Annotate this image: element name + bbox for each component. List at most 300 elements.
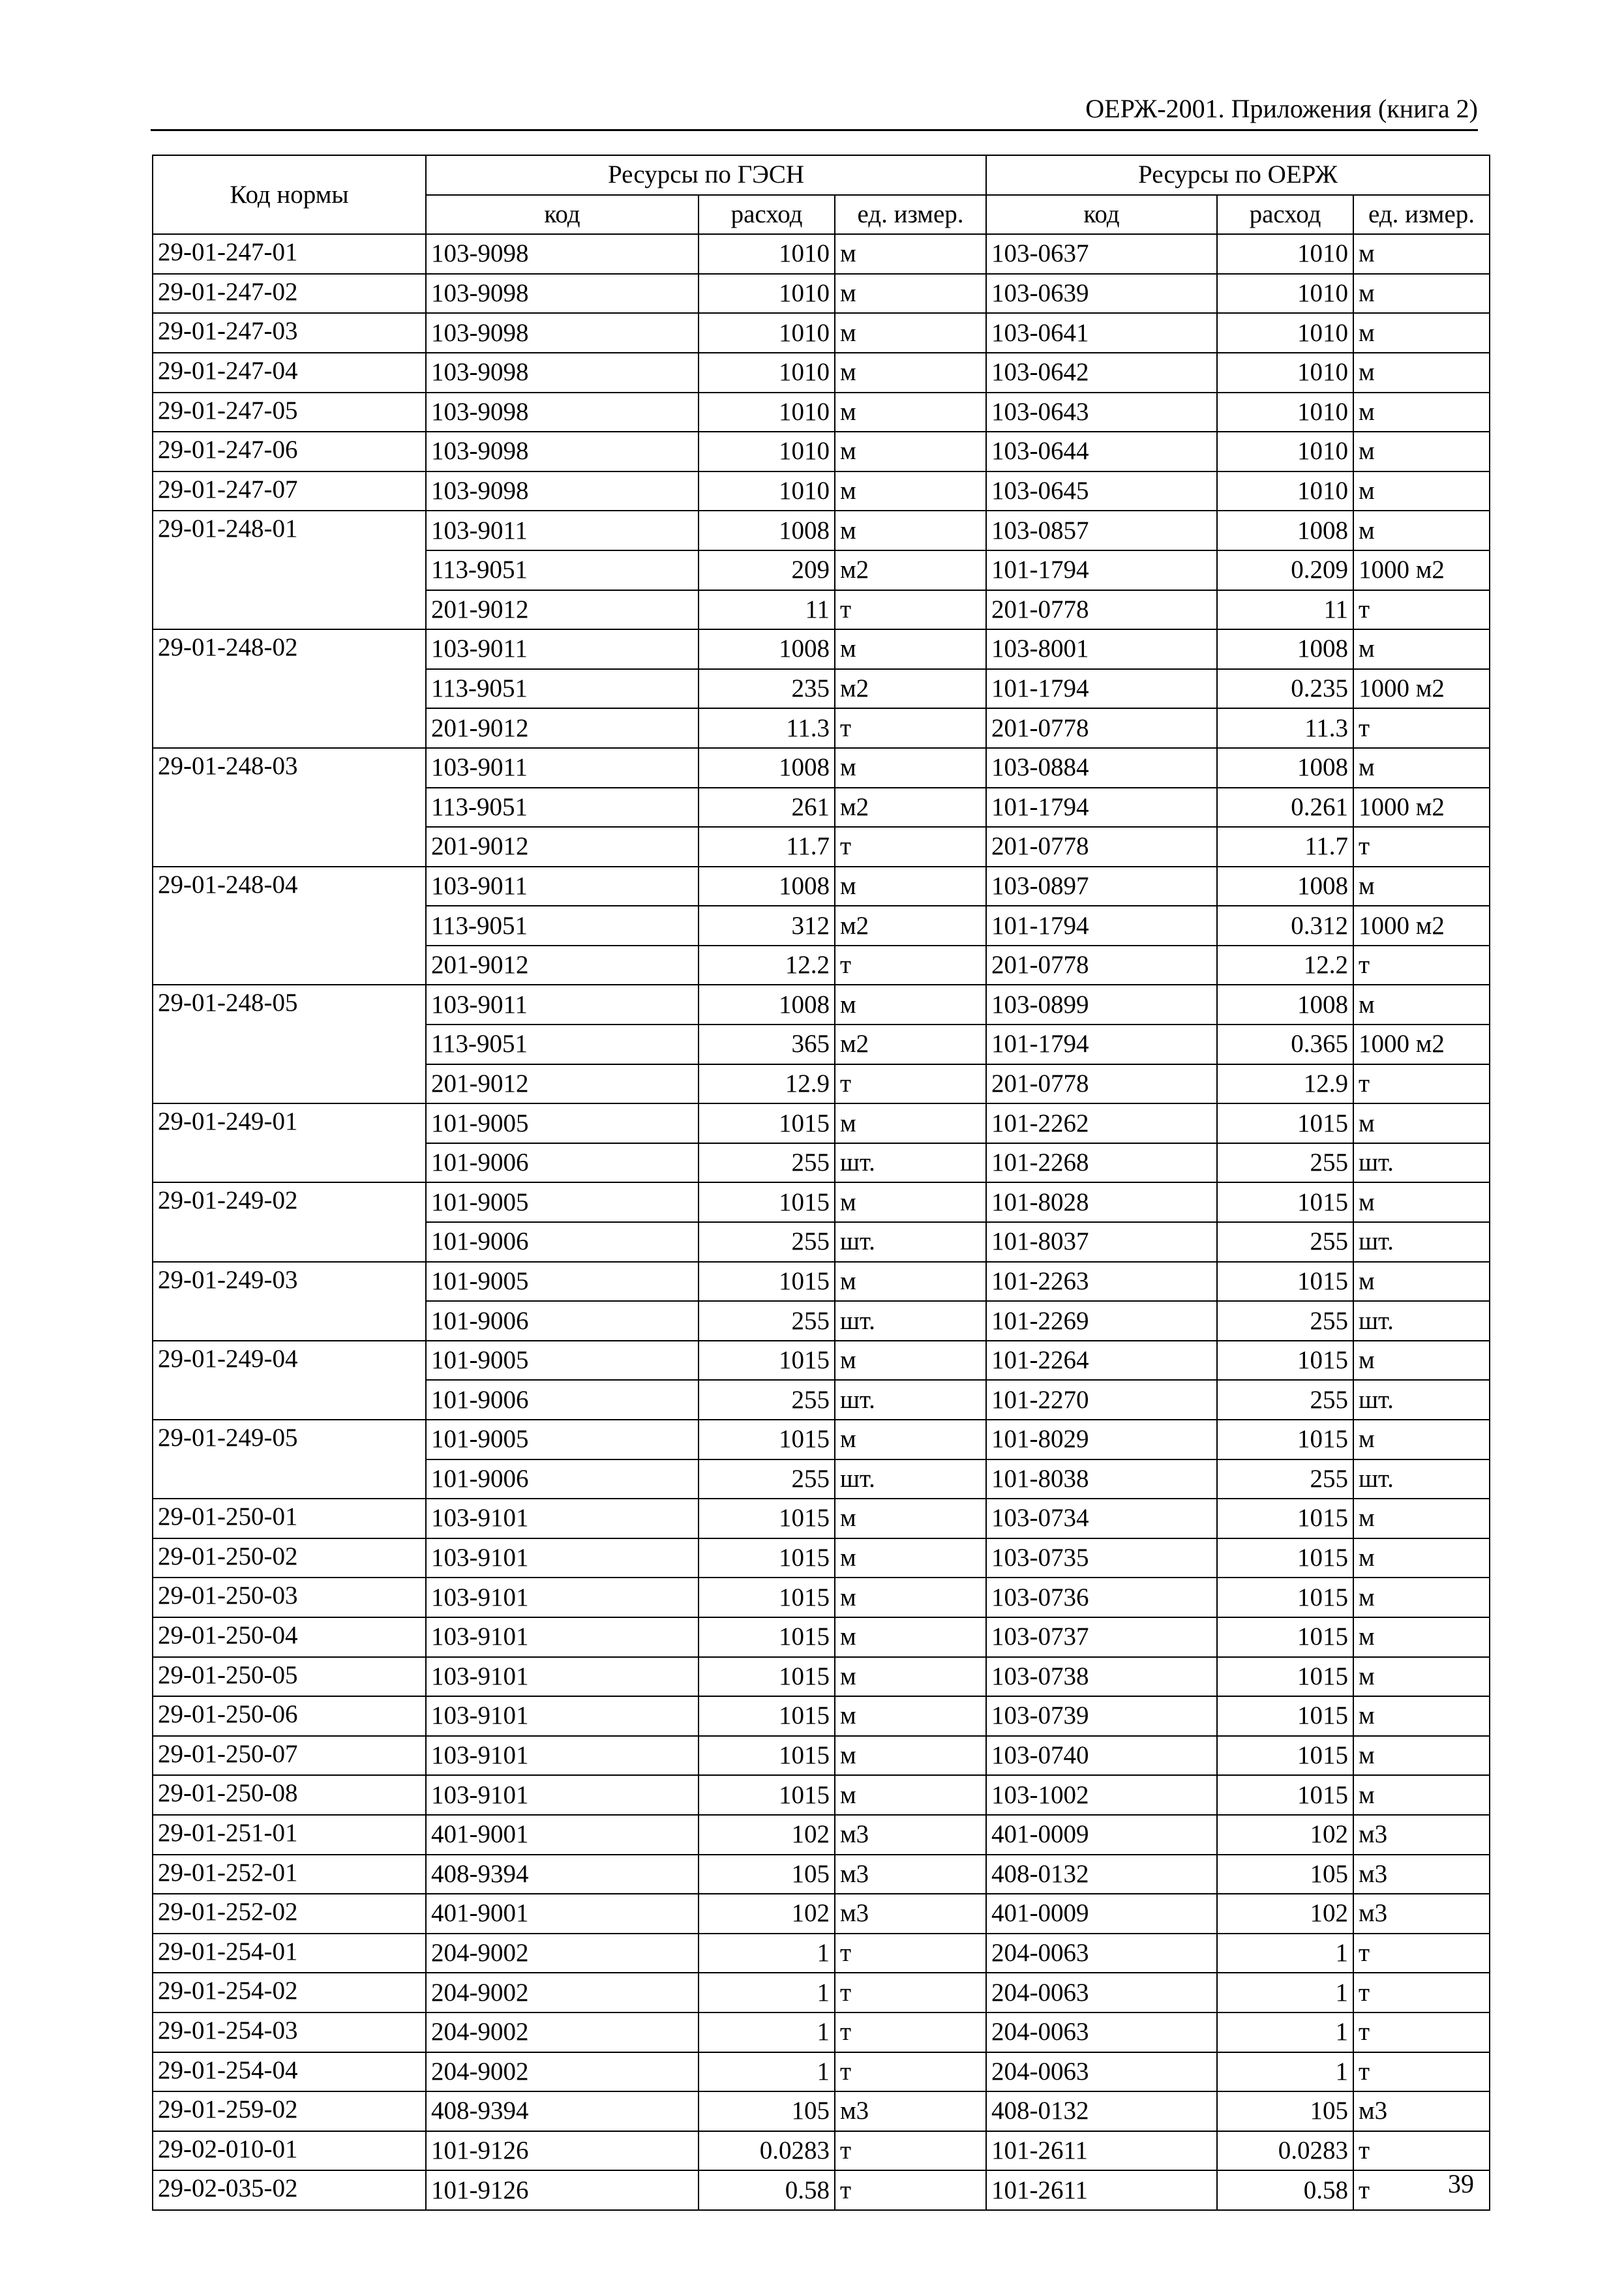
table-header bbox=[153, 155, 1490, 234]
table-row bbox=[153, 1538, 1490, 1578]
table-row bbox=[153, 2052, 1490, 2092]
norm-code-cell: 29-01-249-02 bbox=[153, 1182, 426, 1261]
gesn-code-cell: 101-9126 bbox=[426, 2131, 699, 2171]
norm-code-cell: 29-01-248-03 bbox=[153, 748, 426, 867]
norm-code-cell: 29-01-250-03 bbox=[153, 1578, 426, 1617]
oerzh-code-cell: 101-2262 bbox=[986, 1103, 1217, 1143]
oerzh-unit-cell: т bbox=[1353, 2012, 1490, 2052]
gesn-rate-cell: 209 bbox=[699, 550, 835, 590]
oerzh-rate-cell: 255 bbox=[1217, 1222, 1353, 1262]
oerzh-code-cell: 103-0739 bbox=[986, 1696, 1217, 1736]
table-row bbox=[153, 2091, 1490, 2131]
oerzh-unit-cell: м bbox=[1353, 1420, 1490, 1459]
oerzh-code-cell: 201-0778 bbox=[986, 1064, 1217, 1104]
oerzh-rate-cell: 11 bbox=[1217, 590, 1353, 630]
oerzh-rate-cell: 255 bbox=[1217, 1380, 1353, 1420]
oerzh-unit-cell: шт. bbox=[1353, 1459, 1490, 1499]
norm-code-cell: 29-01-259-02 bbox=[153, 2091, 426, 2131]
oerzh-unit-cell: м bbox=[1353, 1657, 1490, 1697]
oerzh-rate-cell: 1015 bbox=[1217, 1499, 1353, 1538]
oerzh-unit-cell: м bbox=[1353, 511, 1490, 550]
norm-code-cell: 29-01-252-01 bbox=[153, 1855, 426, 1894]
gesn-unit-cell: м bbox=[835, 985, 986, 1025]
gesn-code-cell: 101-9005 bbox=[426, 1182, 699, 1222]
gesn-rate-cell: 1008 bbox=[699, 867, 835, 906]
oerzh-unit-cell: м bbox=[1353, 1775, 1490, 1815]
norm-code-cell: 29-01-249-01 bbox=[153, 1103, 426, 1182]
gesn-rate-cell: 11 bbox=[699, 590, 835, 630]
oerzh-code-cell: 101-1794 bbox=[986, 906, 1217, 946]
oerzh-rate-cell: 255 bbox=[1217, 1301, 1353, 1341]
gesn-rate-cell: 105 bbox=[699, 2091, 835, 2131]
oerzh-rate-cell: 102 bbox=[1217, 1894, 1353, 1934]
col-gesn-unit-header: ед. измер. bbox=[835, 195, 986, 235]
oerzh-rate-cell: 0.312 bbox=[1217, 906, 1353, 946]
oerzh-code-cell: 103-0644 bbox=[986, 432, 1217, 471]
oerzh-code-cell: 101-2268 bbox=[986, 1143, 1217, 1183]
table-row bbox=[153, 1420, 1490, 1459]
oerzh-code-cell: 101-8029 bbox=[986, 1420, 1217, 1459]
oerzh-code-cell: 401-0009 bbox=[986, 1894, 1217, 1934]
oerzh-unit-cell: 1000 м2 bbox=[1353, 906, 1490, 946]
gesn-unit-cell: т bbox=[835, 1934, 986, 1973]
gesn-code-cell: 101-9006 bbox=[426, 1380, 699, 1420]
gesn-code-cell: 408-9394 bbox=[426, 1855, 699, 1894]
gesn-code-cell: 103-9098 bbox=[426, 393, 699, 432]
oerzh-code-cell: 201-0778 bbox=[986, 946, 1217, 985]
gesn-unit-cell: м bbox=[835, 1182, 986, 1222]
gesn-code-cell: 101-9006 bbox=[426, 1301, 699, 1341]
gesn-unit-cell: м bbox=[835, 313, 986, 353]
gesn-unit-cell: шт. bbox=[835, 1222, 986, 1262]
table-row bbox=[153, 867, 1490, 906]
oerzh-code-cell: 101-2611 bbox=[986, 2170, 1217, 2210]
oerzh-code-cell: 101-1794 bbox=[986, 1025, 1217, 1064]
gesn-code-cell: 113-9051 bbox=[426, 550, 699, 590]
oerzh-code-cell: 101-8037 bbox=[986, 1222, 1217, 1262]
resource-mapping-table bbox=[152, 155, 1490, 2211]
table-row bbox=[153, 1103, 1490, 1143]
gesn-unit-cell: м bbox=[835, 1775, 986, 1815]
norm-code-cell: 29-01-249-04 bbox=[153, 1341, 426, 1420]
gesn-unit-cell: м bbox=[835, 274, 986, 314]
norm-code-cell: 29-01-249-05 bbox=[153, 1420, 426, 1499]
oerzh-rate-cell: 0.58 bbox=[1217, 2170, 1353, 2210]
table-row bbox=[153, 1815, 1490, 1855]
gesn-code-cell: 103-9098 bbox=[426, 471, 699, 511]
oerzh-code-cell: 204-0063 bbox=[986, 1934, 1217, 1973]
gesn-rate-cell: 255 bbox=[699, 1301, 835, 1341]
norm-code-cell: 29-01-254-01 bbox=[153, 1934, 426, 1973]
norm-code-cell: 29-01-250-08 bbox=[153, 1775, 426, 1815]
oerzh-unit-cell: м bbox=[1353, 1182, 1490, 1222]
oerzh-unit-cell: т bbox=[1353, 2052, 1490, 2092]
norm-code-cell: 29-02-035-02 bbox=[153, 2170, 426, 2210]
oerzh-rate-cell: 1008 bbox=[1217, 511, 1353, 550]
table-row bbox=[153, 2012, 1490, 2052]
gesn-code-cell: 103-9098 bbox=[426, 313, 699, 353]
table-row bbox=[153, 1696, 1490, 1736]
running-header: ОЕРЖ-2001. Приложения (книга 2) bbox=[151, 93, 1478, 131]
gesn-rate-cell: 1008 bbox=[699, 511, 835, 550]
table-row bbox=[153, 985, 1490, 1025]
gesn-code-cell: 204-9002 bbox=[426, 1934, 699, 1973]
gesn-rate-cell: 0.58 bbox=[699, 2170, 835, 2210]
gesn-code-cell: 113-9051 bbox=[426, 906, 699, 946]
table-row bbox=[153, 1736, 1490, 1776]
gesn-code-cell: 408-9394 bbox=[426, 2091, 699, 2131]
table-row bbox=[153, 1262, 1490, 1302]
oerzh-code-cell: 103-0897 bbox=[986, 867, 1217, 906]
gesn-unit-cell: м bbox=[835, 1499, 986, 1538]
gesn-rate-cell: 1015 bbox=[699, 1420, 835, 1459]
oerzh-rate-cell: 1008 bbox=[1217, 867, 1353, 906]
oerzh-code-cell: 201-0778 bbox=[986, 590, 1217, 630]
gesn-rate-cell: 1015 bbox=[699, 1538, 835, 1578]
oerzh-rate-cell: 105 bbox=[1217, 1855, 1353, 1894]
gesn-code-cell: 204-9002 bbox=[426, 2052, 699, 2092]
gesn-unit-cell: м bbox=[835, 1696, 986, 1736]
table-row bbox=[153, 274, 1490, 314]
norm-code-cell: 29-01-250-01 bbox=[153, 1499, 426, 1538]
gesn-unit-cell: шт. bbox=[835, 1143, 986, 1183]
oerzh-code-cell: 401-0009 bbox=[986, 1815, 1217, 1855]
oerzh-rate-cell: 12.9 bbox=[1217, 1064, 1353, 1104]
table-body bbox=[153, 234, 1490, 2210]
norm-code-cell: 29-01-252-02 bbox=[153, 1894, 426, 1934]
gesn-unit-cell: т bbox=[835, 2052, 986, 2092]
gesn-rate-cell: 1015 bbox=[699, 1499, 835, 1538]
gesn-code-cell: 103-9101 bbox=[426, 1736, 699, 1776]
norm-code-cell: 29-01-251-01 bbox=[153, 1815, 426, 1855]
norm-code-cell: 29-01-250-02 bbox=[153, 1538, 426, 1578]
gesn-code-cell: 101-9006 bbox=[426, 1459, 699, 1499]
col-norm-code-header: Код нормы bbox=[153, 155, 426, 234]
oerzh-unit-cell: шт. bbox=[1353, 1301, 1490, 1341]
oerzh-rate-cell: 1 bbox=[1217, 1934, 1353, 1973]
norm-code-cell: 29-01-247-07 bbox=[153, 471, 426, 511]
gesn-unit-cell: м bbox=[835, 1341, 986, 1381]
oerzh-unit-cell: м3 bbox=[1353, 1855, 1490, 1894]
oerzh-unit-cell: т bbox=[1353, 590, 1490, 630]
oerzh-rate-cell: 1015 bbox=[1217, 1182, 1353, 1222]
gesn-code-cell: 103-9098 bbox=[426, 234, 699, 274]
oerzh-code-cell: 101-2264 bbox=[986, 1341, 1217, 1381]
oerzh-code-cell: 204-0063 bbox=[986, 1973, 1217, 2012]
gesn-unit-cell: м bbox=[835, 353, 986, 393]
oerzh-code-cell: 103-0736 bbox=[986, 1578, 1217, 1617]
oerzh-unit-cell: т bbox=[1353, 2170, 1490, 2210]
oerzh-rate-cell: 1015 bbox=[1217, 1736, 1353, 1776]
oerzh-code-cell: 101-1794 bbox=[986, 788, 1217, 828]
gesn-rate-cell: 1 bbox=[699, 2052, 835, 2092]
gesn-unit-cell: м bbox=[835, 1262, 986, 1302]
table-row bbox=[153, 1499, 1490, 1538]
gesn-rate-cell: 11.7 bbox=[699, 827, 835, 867]
gesn-unit-cell: м bbox=[835, 234, 986, 274]
gesn-rate-cell: 1015 bbox=[699, 1262, 835, 1302]
norm-code-cell: 29-01-254-02 bbox=[153, 1973, 426, 2012]
oerzh-rate-cell: 1 bbox=[1217, 1973, 1353, 2012]
gesn-code-cell: 101-9005 bbox=[426, 1341, 699, 1381]
gesn-code-cell: 401-9001 bbox=[426, 1815, 699, 1855]
gesn-rate-cell: 1010 bbox=[699, 234, 835, 274]
table-row bbox=[153, 1973, 1490, 2012]
gesn-rate-cell: 1010 bbox=[699, 471, 835, 511]
gesn-rate-cell: 255 bbox=[699, 1459, 835, 1499]
oerzh-unit-cell: м bbox=[1353, 393, 1490, 432]
oerzh-code-cell: 201-0778 bbox=[986, 708, 1217, 748]
gesn-rate-cell: 11.3 bbox=[699, 708, 835, 748]
oerzh-code-cell: 204-0063 bbox=[986, 2052, 1217, 2092]
gesn-unit-cell: м bbox=[835, 1578, 986, 1617]
oerzh-code-cell: 101-8028 bbox=[986, 1182, 1217, 1222]
oerzh-rate-cell: 1008 bbox=[1217, 985, 1353, 1025]
oerzh-code-cell: 103-0645 bbox=[986, 471, 1217, 511]
oerzh-rate-cell: 1010 bbox=[1217, 432, 1353, 471]
oerzh-code-cell: 103-0643 bbox=[986, 393, 1217, 432]
gesn-unit-cell: м bbox=[835, 1736, 986, 1776]
gesn-unit-cell: м2 bbox=[835, 906, 986, 946]
oerzh-unit-cell: м bbox=[1353, 432, 1490, 471]
gesn-rate-cell: 1 bbox=[699, 1934, 835, 1973]
table-row bbox=[153, 313, 1490, 353]
oerzh-rate-cell: 1015 bbox=[1217, 1617, 1353, 1657]
norm-code-cell: 29-01-254-03 bbox=[153, 2012, 426, 2052]
gesn-unit-cell: м bbox=[835, 511, 986, 550]
gesn-rate-cell: 1010 bbox=[699, 274, 835, 314]
oerzh-code-cell: 101-2270 bbox=[986, 1380, 1217, 1420]
oerzh-code-cell: 204-0063 bbox=[986, 2012, 1217, 2052]
oerzh-code-cell: 201-0778 bbox=[986, 827, 1217, 867]
gesn-unit-cell: м3 bbox=[835, 1855, 986, 1894]
gesn-code-cell: 103-9101 bbox=[426, 1657, 699, 1697]
gesn-code-cell: 103-9101 bbox=[426, 1775, 699, 1815]
oerzh-code-cell: 408-0132 bbox=[986, 2091, 1217, 2131]
gesn-unit-cell: т bbox=[835, 2131, 986, 2171]
norm-code-cell: 29-01-248-02 bbox=[153, 629, 426, 748]
gesn-rate-cell: 1015 bbox=[699, 1736, 835, 1776]
norm-code-cell: 29-02-010-01 bbox=[153, 2131, 426, 2171]
table-row bbox=[153, 1617, 1490, 1657]
gesn-code-cell: 103-9101 bbox=[426, 1538, 699, 1578]
table-row bbox=[153, 748, 1490, 788]
norm-code-cell: 29-01-247-02 bbox=[153, 274, 426, 314]
gesn-unit-cell: м3 bbox=[835, 2091, 986, 2131]
oerzh-unit-cell: т bbox=[1353, 2131, 1490, 2171]
gesn-rate-cell: 1008 bbox=[699, 748, 835, 788]
gesn-unit-cell: м2 bbox=[835, 1025, 986, 1064]
oerzh-rate-cell: 1015 bbox=[1217, 1341, 1353, 1381]
gesn-unit-cell: м bbox=[835, 471, 986, 511]
gesn-unit-cell: т bbox=[835, 946, 986, 985]
gesn-rate-cell: 1015 bbox=[699, 1103, 835, 1143]
gesn-unit-cell: м bbox=[835, 1420, 986, 1459]
gesn-unit-cell: м3 bbox=[835, 1815, 986, 1855]
oerzh-rate-cell: 1015 bbox=[1217, 1262, 1353, 1302]
gesn-code-cell: 103-9101 bbox=[426, 1499, 699, 1538]
oerzh-unit-cell: т bbox=[1353, 1064, 1490, 1104]
gesn-unit-cell: м2 bbox=[835, 550, 986, 590]
col-oerzh-rate-header: расход bbox=[1217, 195, 1353, 235]
gesn-unit-cell: м bbox=[835, 748, 986, 788]
norm-code-cell: 29-01-247-04 bbox=[153, 353, 426, 393]
oerzh-rate-cell: 0.235 bbox=[1217, 669, 1353, 709]
gesn-rate-cell: 102 bbox=[699, 1894, 835, 1934]
gesn-unit-cell: шт. bbox=[835, 1380, 986, 1420]
norm-code-cell: 29-01-248-01 bbox=[153, 511, 426, 629]
col-oerzh-unit-header: ед. измер. bbox=[1353, 195, 1490, 235]
norm-code-cell: 29-01-248-04 bbox=[153, 867, 426, 985]
oerzh-rate-cell: 255 bbox=[1217, 1143, 1353, 1183]
oerzh-code-cell: 101-2611 bbox=[986, 2131, 1217, 2171]
gesn-code-cell: 101-9005 bbox=[426, 1103, 699, 1143]
gesn-rate-cell: 365 bbox=[699, 1025, 835, 1064]
table-row bbox=[153, 471, 1490, 511]
table-row bbox=[153, 1182, 1490, 1222]
norm-code-cell: 29-01-249-03 bbox=[153, 1262, 426, 1341]
table-row bbox=[153, 353, 1490, 393]
oerzh-unit-cell: 1000 м2 bbox=[1353, 788, 1490, 828]
oerzh-rate-cell: 11.3 bbox=[1217, 708, 1353, 748]
oerzh-unit-cell: т bbox=[1353, 1973, 1490, 2012]
gesn-rate-cell: 1010 bbox=[699, 393, 835, 432]
gesn-code-cell: 113-9051 bbox=[426, 1025, 699, 1064]
table-row bbox=[153, 511, 1490, 550]
gesn-code-cell: 113-9051 bbox=[426, 788, 699, 828]
table-row bbox=[153, 2170, 1490, 2210]
page-number: 39 bbox=[1448, 2169, 1474, 2198]
oerzh-code-cell: 101-1794 bbox=[986, 550, 1217, 590]
oerzh-rate-cell: 1008 bbox=[1217, 629, 1353, 669]
gesn-code-cell: 201-9012 bbox=[426, 590, 699, 630]
gesn-code-cell: 101-9005 bbox=[426, 1420, 699, 1459]
gesn-unit-cell: т bbox=[835, 590, 986, 630]
norm-code-cell: 29-01-247-03 bbox=[153, 313, 426, 353]
oerzh-code-cell: 103-0740 bbox=[986, 1736, 1217, 1776]
oerzh-unit-cell: м bbox=[1353, 274, 1490, 314]
oerzh-rate-cell: 1 bbox=[1217, 2052, 1353, 2092]
oerzh-unit-cell: м bbox=[1353, 1538, 1490, 1578]
gesn-rate-cell: 1015 bbox=[699, 1775, 835, 1815]
oerzh-rate-cell: 0.365 bbox=[1217, 1025, 1353, 1064]
gesn-unit-cell: шт. bbox=[835, 1459, 986, 1499]
oerzh-rate-cell: 1015 bbox=[1217, 1775, 1353, 1815]
oerzh-code-cell: 103-0857 bbox=[986, 511, 1217, 550]
gesn-rate-cell: 235 bbox=[699, 669, 835, 709]
oerzh-code-cell: 101-1794 bbox=[986, 669, 1217, 709]
gesn-rate-cell: 255 bbox=[699, 1143, 835, 1183]
gesn-unit-cell: м bbox=[835, 629, 986, 669]
oerzh-unit-cell: м bbox=[1353, 234, 1490, 274]
gesn-rate-cell: 1015 bbox=[699, 1182, 835, 1222]
oerzh-rate-cell: 1015 bbox=[1217, 1420, 1353, 1459]
oerzh-rate-cell: 1010 bbox=[1217, 234, 1353, 274]
oerzh-unit-cell: м bbox=[1353, 1341, 1490, 1381]
table-row bbox=[153, 1855, 1490, 1894]
oerzh-unit-cell: м bbox=[1353, 353, 1490, 393]
oerzh-code-cell: 103-0642 bbox=[986, 353, 1217, 393]
table-row bbox=[153, 1775, 1490, 1815]
oerzh-unit-cell: м bbox=[1353, 1499, 1490, 1538]
oerzh-rate-cell: 1008 bbox=[1217, 748, 1353, 788]
gesn-unit-cell: м3 bbox=[835, 1894, 986, 1934]
gesn-unit-cell: т bbox=[835, 2012, 986, 2052]
gesn-code-cell: 103-9098 bbox=[426, 432, 699, 471]
oerzh-rate-cell: 102 bbox=[1217, 1815, 1353, 1855]
oerzh-code-cell: 103-1002 bbox=[986, 1775, 1217, 1815]
gesn-rate-cell: 1 bbox=[699, 2012, 835, 2052]
gesn-code-cell: 204-9002 bbox=[426, 2012, 699, 2052]
oerzh-code-cell: 101-2269 bbox=[986, 1301, 1217, 1341]
oerzh-unit-cell: м bbox=[1353, 1578, 1490, 1617]
oerzh-rate-cell: 105 bbox=[1217, 2091, 1353, 2131]
oerzh-code-cell: 103-0738 bbox=[986, 1657, 1217, 1697]
oerzh-unit-cell: м3 bbox=[1353, 2091, 1490, 2131]
oerzh-rate-cell: 1010 bbox=[1217, 393, 1353, 432]
oerzh-unit-cell: т bbox=[1353, 946, 1490, 985]
oerzh-unit-cell: м bbox=[1353, 1736, 1490, 1776]
oerzh-unit-cell: м bbox=[1353, 985, 1490, 1025]
gesn-code-cell: 101-9006 bbox=[426, 1222, 699, 1262]
gesn-rate-cell: 1015 bbox=[699, 1657, 835, 1697]
norm-code-cell: 29-01-250-06 bbox=[153, 1696, 426, 1736]
gesn-unit-cell: м2 bbox=[835, 788, 986, 828]
oerzh-rate-cell: 1010 bbox=[1217, 353, 1353, 393]
oerzh-unit-cell: м bbox=[1353, 867, 1490, 906]
oerzh-unit-cell: м3 bbox=[1353, 1894, 1490, 1934]
table-row bbox=[153, 1578, 1490, 1617]
oerzh-code-cell: 103-0637 bbox=[986, 234, 1217, 274]
col-oerzh-code-header: код bbox=[986, 195, 1217, 235]
oerzh-rate-cell: 0.0283 bbox=[1217, 2131, 1353, 2171]
oerzh-rate-cell: 1015 bbox=[1217, 1578, 1353, 1617]
oerzh-unit-cell: м bbox=[1353, 748, 1490, 788]
oerzh-rate-cell: 1015 bbox=[1217, 1103, 1353, 1143]
norm-code-cell: 29-01-247-06 bbox=[153, 432, 426, 471]
oerzh-unit-cell: м bbox=[1353, 629, 1490, 669]
gesn-code-cell: 103-9101 bbox=[426, 1617, 699, 1657]
gesn-unit-cell: м bbox=[835, 432, 986, 471]
oerzh-rate-cell: 0.261 bbox=[1217, 788, 1353, 828]
gesn-code-cell: 101-9126 bbox=[426, 2170, 699, 2210]
oerzh-rate-cell: 1010 bbox=[1217, 274, 1353, 314]
oerzh-unit-cell: м bbox=[1353, 1617, 1490, 1657]
table-row bbox=[153, 1934, 1490, 1973]
gesn-code-cell: 103-9098 bbox=[426, 274, 699, 314]
gesn-code-cell: 103-9101 bbox=[426, 1696, 699, 1736]
oerzh-code-cell: 103-0884 bbox=[986, 748, 1217, 788]
gesn-code-cell: 103-9011 bbox=[426, 867, 699, 906]
gesn-code-cell: 201-9012 bbox=[426, 946, 699, 985]
oerzh-unit-cell: 1000 м2 bbox=[1353, 669, 1490, 709]
oerzh-unit-cell: шт. bbox=[1353, 1143, 1490, 1183]
gesn-rate-cell: 1015 bbox=[699, 1578, 835, 1617]
norm-code-cell: 29-01-250-04 bbox=[153, 1617, 426, 1657]
oerzh-unit-cell: м3 bbox=[1353, 1815, 1490, 1855]
table-row bbox=[153, 393, 1490, 432]
norm-code-cell: 29-01-247-01 bbox=[153, 234, 426, 274]
gesn-rate-cell: 255 bbox=[699, 1380, 835, 1420]
oerzh-unit-cell: м bbox=[1353, 471, 1490, 511]
oerzh-rate-cell: 0.209 bbox=[1217, 550, 1353, 590]
oerzh-code-cell: 103-0639 bbox=[986, 274, 1217, 314]
gesn-rate-cell: 0.0283 bbox=[699, 2131, 835, 2171]
gesn-unit-cell: м bbox=[835, 1538, 986, 1578]
gesn-code-cell: 113-9051 bbox=[426, 669, 699, 709]
gesn-rate-cell: 12.2 bbox=[699, 946, 835, 985]
norm-code-cell: 29-01-248-05 bbox=[153, 985, 426, 1103]
